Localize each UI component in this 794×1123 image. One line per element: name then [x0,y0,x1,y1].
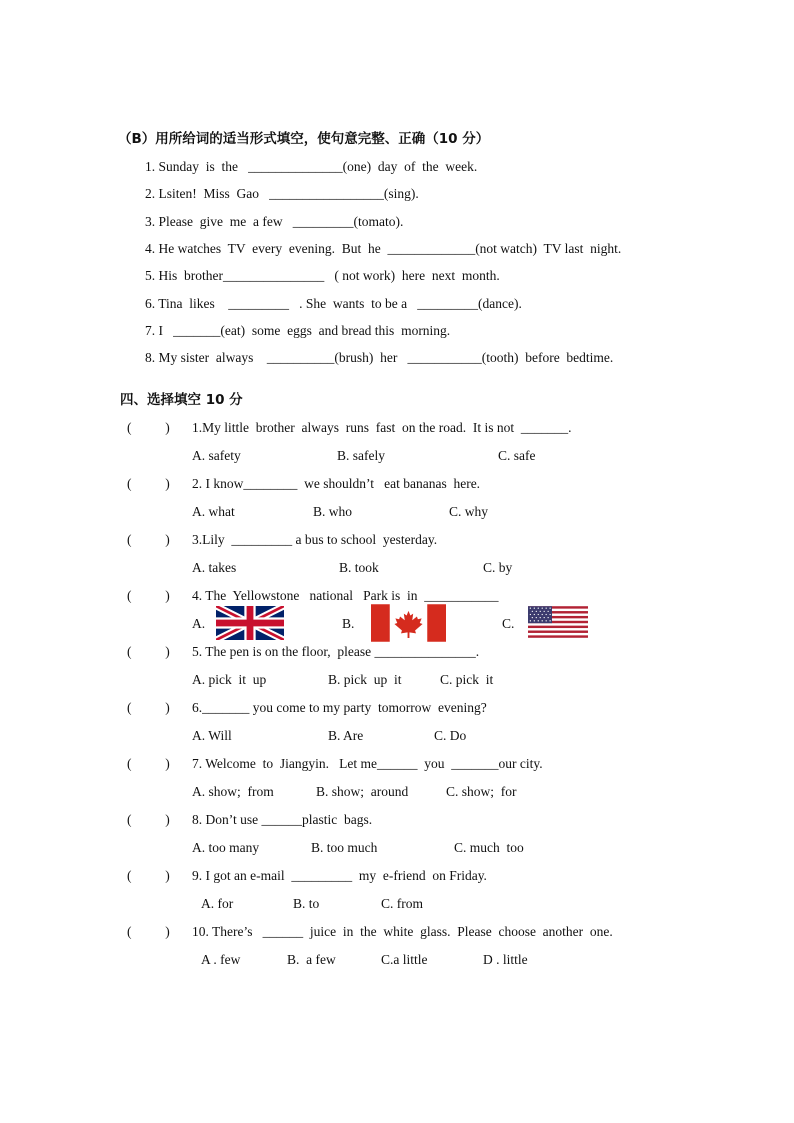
question-10: 10. There’s ______ juice in the white glass. Please choose another one. [192,924,613,939]
q4-option-a: A. [192,616,206,631]
q4-option-b: B. [342,616,355,631]
q9-option-a: A. for [201,896,234,911]
question-1: 1.My little brother always runs fast on the road. It is not _______. [192,420,572,435]
fill-item-8: 8. My sister always __________(brush) her ___________(tooth) before bedtime. [145,350,614,365]
fill-item-4: 4. He watches TV every evening. But he _____________(not watch) TV last night. [145,241,622,256]
q6-option-a: A. Will [192,728,232,743]
answer-paren: ( ) [127,924,170,939]
answer-paren: ( ) [127,700,170,715]
fill-item-6: 6. Tina likes _________ . She wants to be a _________(dance). [145,296,522,311]
usa-flag-icon [528,603,588,641]
q5-option-b: B. pick up it [328,672,402,687]
question-5: 5. The pen is on the floor, please _______________. [192,644,480,659]
answer-paren: ( ) [127,868,170,883]
q1-option-a: A. safety [192,448,241,463]
q7-option-a: A. show; from [192,784,274,799]
q7-option-b: B. show; around [316,784,409,799]
question-4: 4. The Yellowstone national Park is in ___________ [192,588,499,603]
q9-option-b: B. to [293,896,320,911]
q10-option-d: D . little [483,952,528,967]
q3-option-c: C. by [483,560,513,575]
q4-option-c: C. [502,616,515,631]
q6-option-b: B. Are [328,728,364,743]
q1-option-c: C. safe [498,448,536,463]
question-9: 9. I got an e-mail _________ my e-friend on Friday. [192,868,487,883]
fill-item-7: 7. I _______(eat) some eggs and bread this morning. [145,323,451,338]
q1-option-b: B. safely [337,448,385,463]
answer-paren: ( ) [127,812,170,827]
q8-option-a: A. too many [192,840,260,855]
answer-paren: ( ) [127,476,170,491]
q6-option-c: C. Do [434,728,467,743]
uk-flag-icon [216,606,284,640]
section-4-heading: 四、选择填空 10 分 [120,392,243,408]
q8-option-c: C. much too [454,840,524,855]
q2-option-c: C. why [449,504,489,519]
fill-item-3: 3. Please give me a few _________(tomato). [145,214,404,229]
fill-item-5: 5. His brother_______________ ( not work) here next month. [145,268,500,283]
q10-option-a: A . few [201,952,241,967]
question-3: 3.Lily _________ a bus to school yesterday. [192,532,438,547]
q7-option-c: C. show; for [446,784,517,799]
section-b-heading: （B）用所给词的适当形式填空，使句意完整、正确（10 分） [118,131,490,147]
answer-paren: ( ) [127,588,170,603]
q9-option-c: C. from [381,896,423,911]
question-2: 2. I know________ we shouldn’t eat bananas here. [192,476,481,491]
q3-option-a: A. takes [192,560,237,575]
answer-paren: ( ) [127,420,170,435]
q8-option-b: B. too much [311,840,378,855]
fill-item-1: 1. Sunday is the ______________(one) day of the week. [145,159,478,174]
answer-paren: ( ) [127,532,170,547]
answer-paren: ( ) [127,756,170,771]
answer-paren: ( ) [127,644,170,659]
q10-option-b: B. a few [287,952,336,967]
question-6: 6._______ you come to my party tomorrow evening? [192,700,487,715]
q5-option-a: A. pick it up [192,672,267,687]
canada-flag-icon [371,604,446,642]
q2-option-a: A. what [192,504,235,519]
question-7: 7. Welcome to Jiangyin. Let me______ you _______our city. [192,756,543,771]
q5-option-c: C. pick it [440,672,494,687]
q10-option-c: C.a little [381,952,428,967]
fill-item-2: 2. Lsiten! Miss Gao _________________(sing). [145,186,419,201]
question-8: 8. Don’t use ______plastic bags. [192,812,373,827]
q2-option-b: B. who [313,504,353,519]
q3-option-b: B. took [339,560,379,575]
